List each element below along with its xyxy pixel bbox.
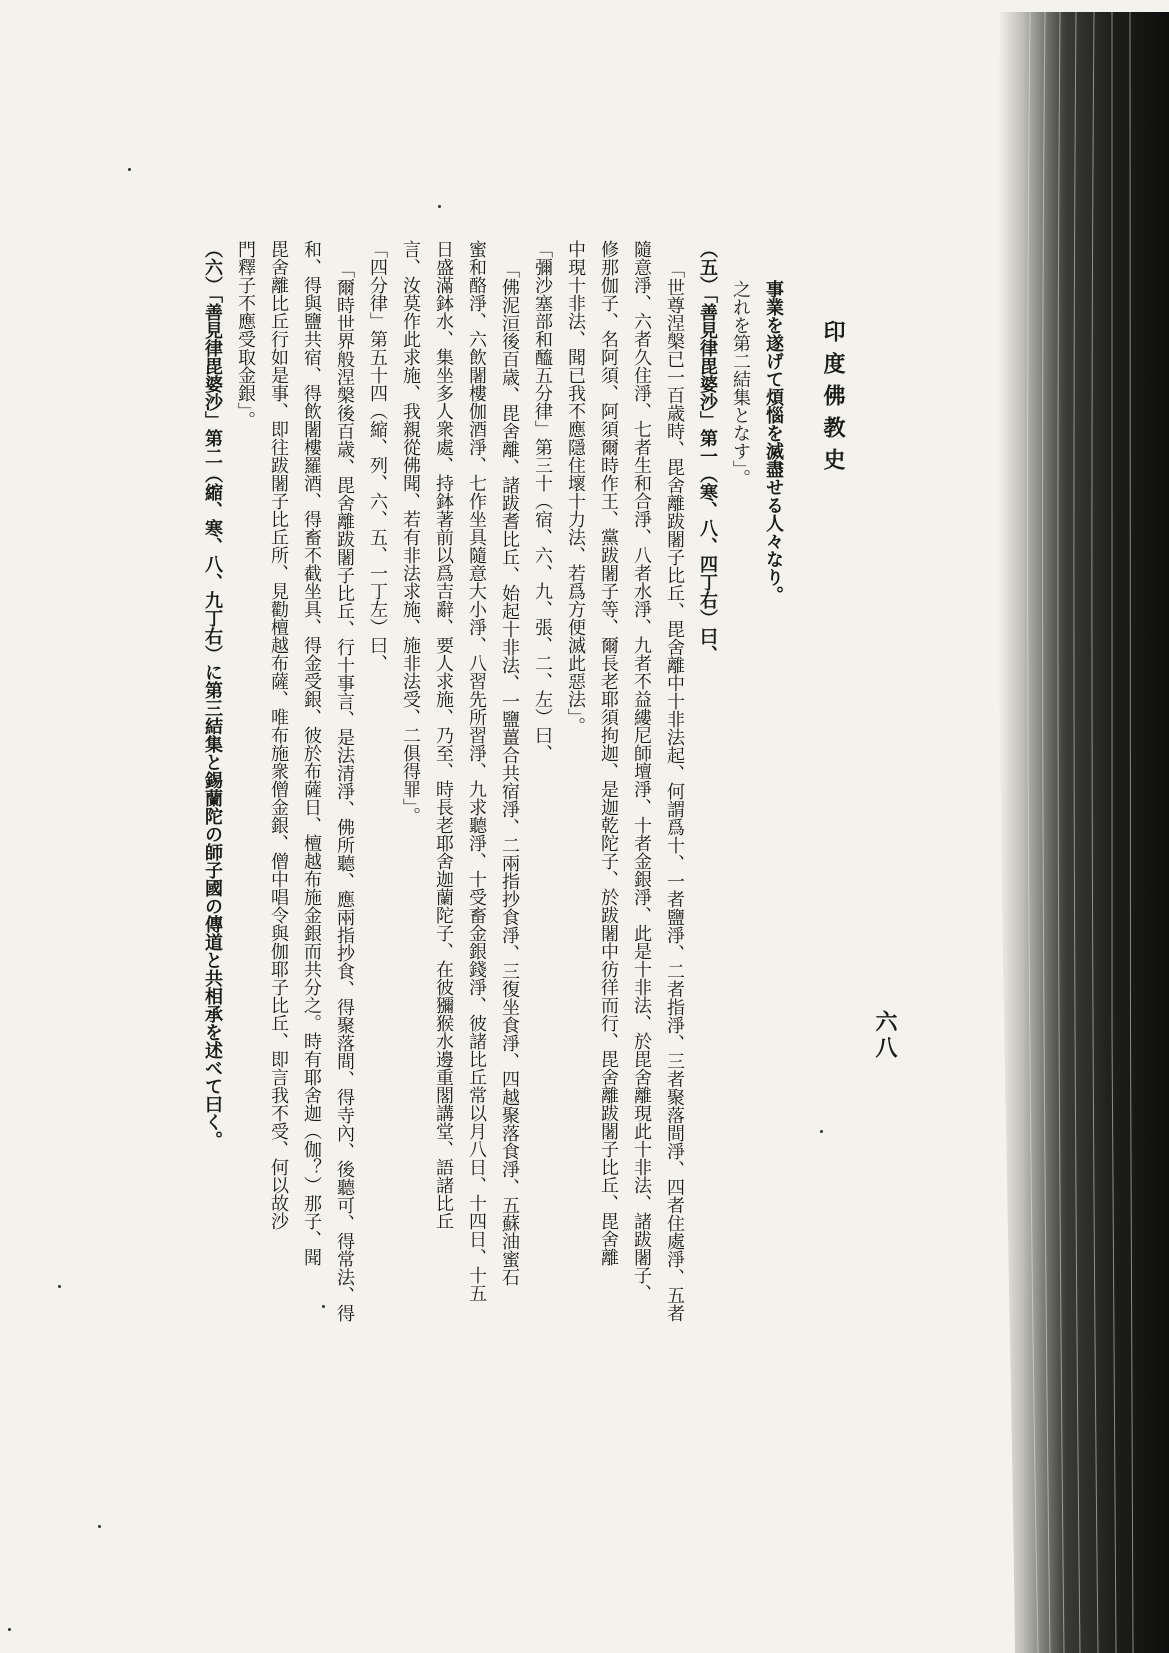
text-column: 日盛滿鉢水、集坐多人衆處、持鉢著前以爲吉辭、要人求施、乃至、時長老耶舍迦蘭陀子、在彼獼猴水邊重閣講堂、語諸比丘 xyxy=(433,240,454,1230)
text-column: 隨意淨、六者久住淨、七者生和合淨、八者水淨、九者不益縷尼師壇淨、十者金銀淨、此是十非法、於毘舍離現此十非法、諸跋闍子、 xyxy=(631,240,652,1302)
paper-speck xyxy=(322,1305,325,1308)
body-text xyxy=(30,240,790,1620)
text-column: 事業を遂げて煩惱を滅盡せる人々なり。 xyxy=(763,280,784,604)
paper-speck xyxy=(8,1628,11,1631)
text-column: 「四分律」第五十四（縮、列、六、五、一丁左）曰、 xyxy=(367,240,388,672)
text-column: 「爾時世界般涅槃後百歳、毘舍離跋闍子比丘、行十事言、是法清淨、佛所聽、應兩指抄食、得聚落間、得寺內、後聽可、得常法、得 xyxy=(334,260,355,1322)
text-column: 中現十非法、聞已我不應隱住壞十力法、若爲方便滅此惡法」。 xyxy=(565,240,586,735)
paper-speck xyxy=(98,1525,101,1528)
text-column: 「佛泥洹後百歳、毘舍離、諸跋耆比丘、始起十非法、一鹽薑合共宿淨、二兩指抄食淨、三復坐食淨、四越聚落食淨、五蘇油蜜石 xyxy=(499,260,520,1286)
text-column: 門釋子不應受取金銀」。 xyxy=(235,240,256,429)
text-column: 言、汝莫作此求施、我親從佛聞、若有非法求施、施非法受、二俱得罪」。 xyxy=(400,240,421,825)
paper-speck xyxy=(58,1285,61,1288)
paper-speck xyxy=(820,1130,823,1133)
text-column: 蜜和酪淨、六飲闍樓伽酒淨、七作坐具隨意大小淨、八習先所習淨、九求聽淨、十受畜金銀錢淨、彼諸比丘常以月八日、十四日、十五 xyxy=(466,240,487,1302)
text-column: （五）「善見律毘婆沙」第一（寒、八、四丁右）曰、 xyxy=(697,240,718,663)
text-column: （六）「善見律毘婆沙」第二（縮、寒、八、九丁右）に第三結集と錫蘭陀の師子國の傳道と共相承を述べて曰く。 xyxy=(202,240,223,1149)
text-column: 之れを第二結集となす」。 xyxy=(730,280,751,487)
paper-speck xyxy=(128,168,131,171)
text-column: 「世尊涅槃已一百歳時、毘舍離跋闍子比丘、毘舍離中十非法起、何謂爲十、一者鹽淨、二者指淨、三者聚落間淨、四者住處淨、五者 xyxy=(664,260,685,1322)
paper-speck xyxy=(438,205,441,208)
page-number: 六八 xyxy=(872,1010,898,1062)
text-column: 毘舍離比丘行如是事、即往跋闍子比丘所、見勸檀越布薩、唯布施衆僧金銀、僧中唱令與伽耶子比丘、即言我不受、何以故沙 xyxy=(268,240,289,1230)
text-column: 修那伽子、名阿須、阿須爾時作王、黨跋闍子等、爾長老耶須拘迦、是迦乾陀子、於跋闍中彷徉而行、毘舍離跋闍子比丘、毘舍離 xyxy=(598,240,619,1266)
page-edge-shading xyxy=(990,12,1169,1653)
text-column: 和、得與鹽共宿、得飲闍樓羅酒、得畜不截坐具、得金受銀、彼於布薩日、檀越布施金銀而共分之。時有耶舍迦（伽？）那子、聞 xyxy=(301,240,322,1266)
text-column: 「彌沙塞部和醯五分律」第三十（宿、六、九、張、二、左）曰、 xyxy=(532,240,553,762)
running-title: 印度佛教史 xyxy=(820,320,846,480)
